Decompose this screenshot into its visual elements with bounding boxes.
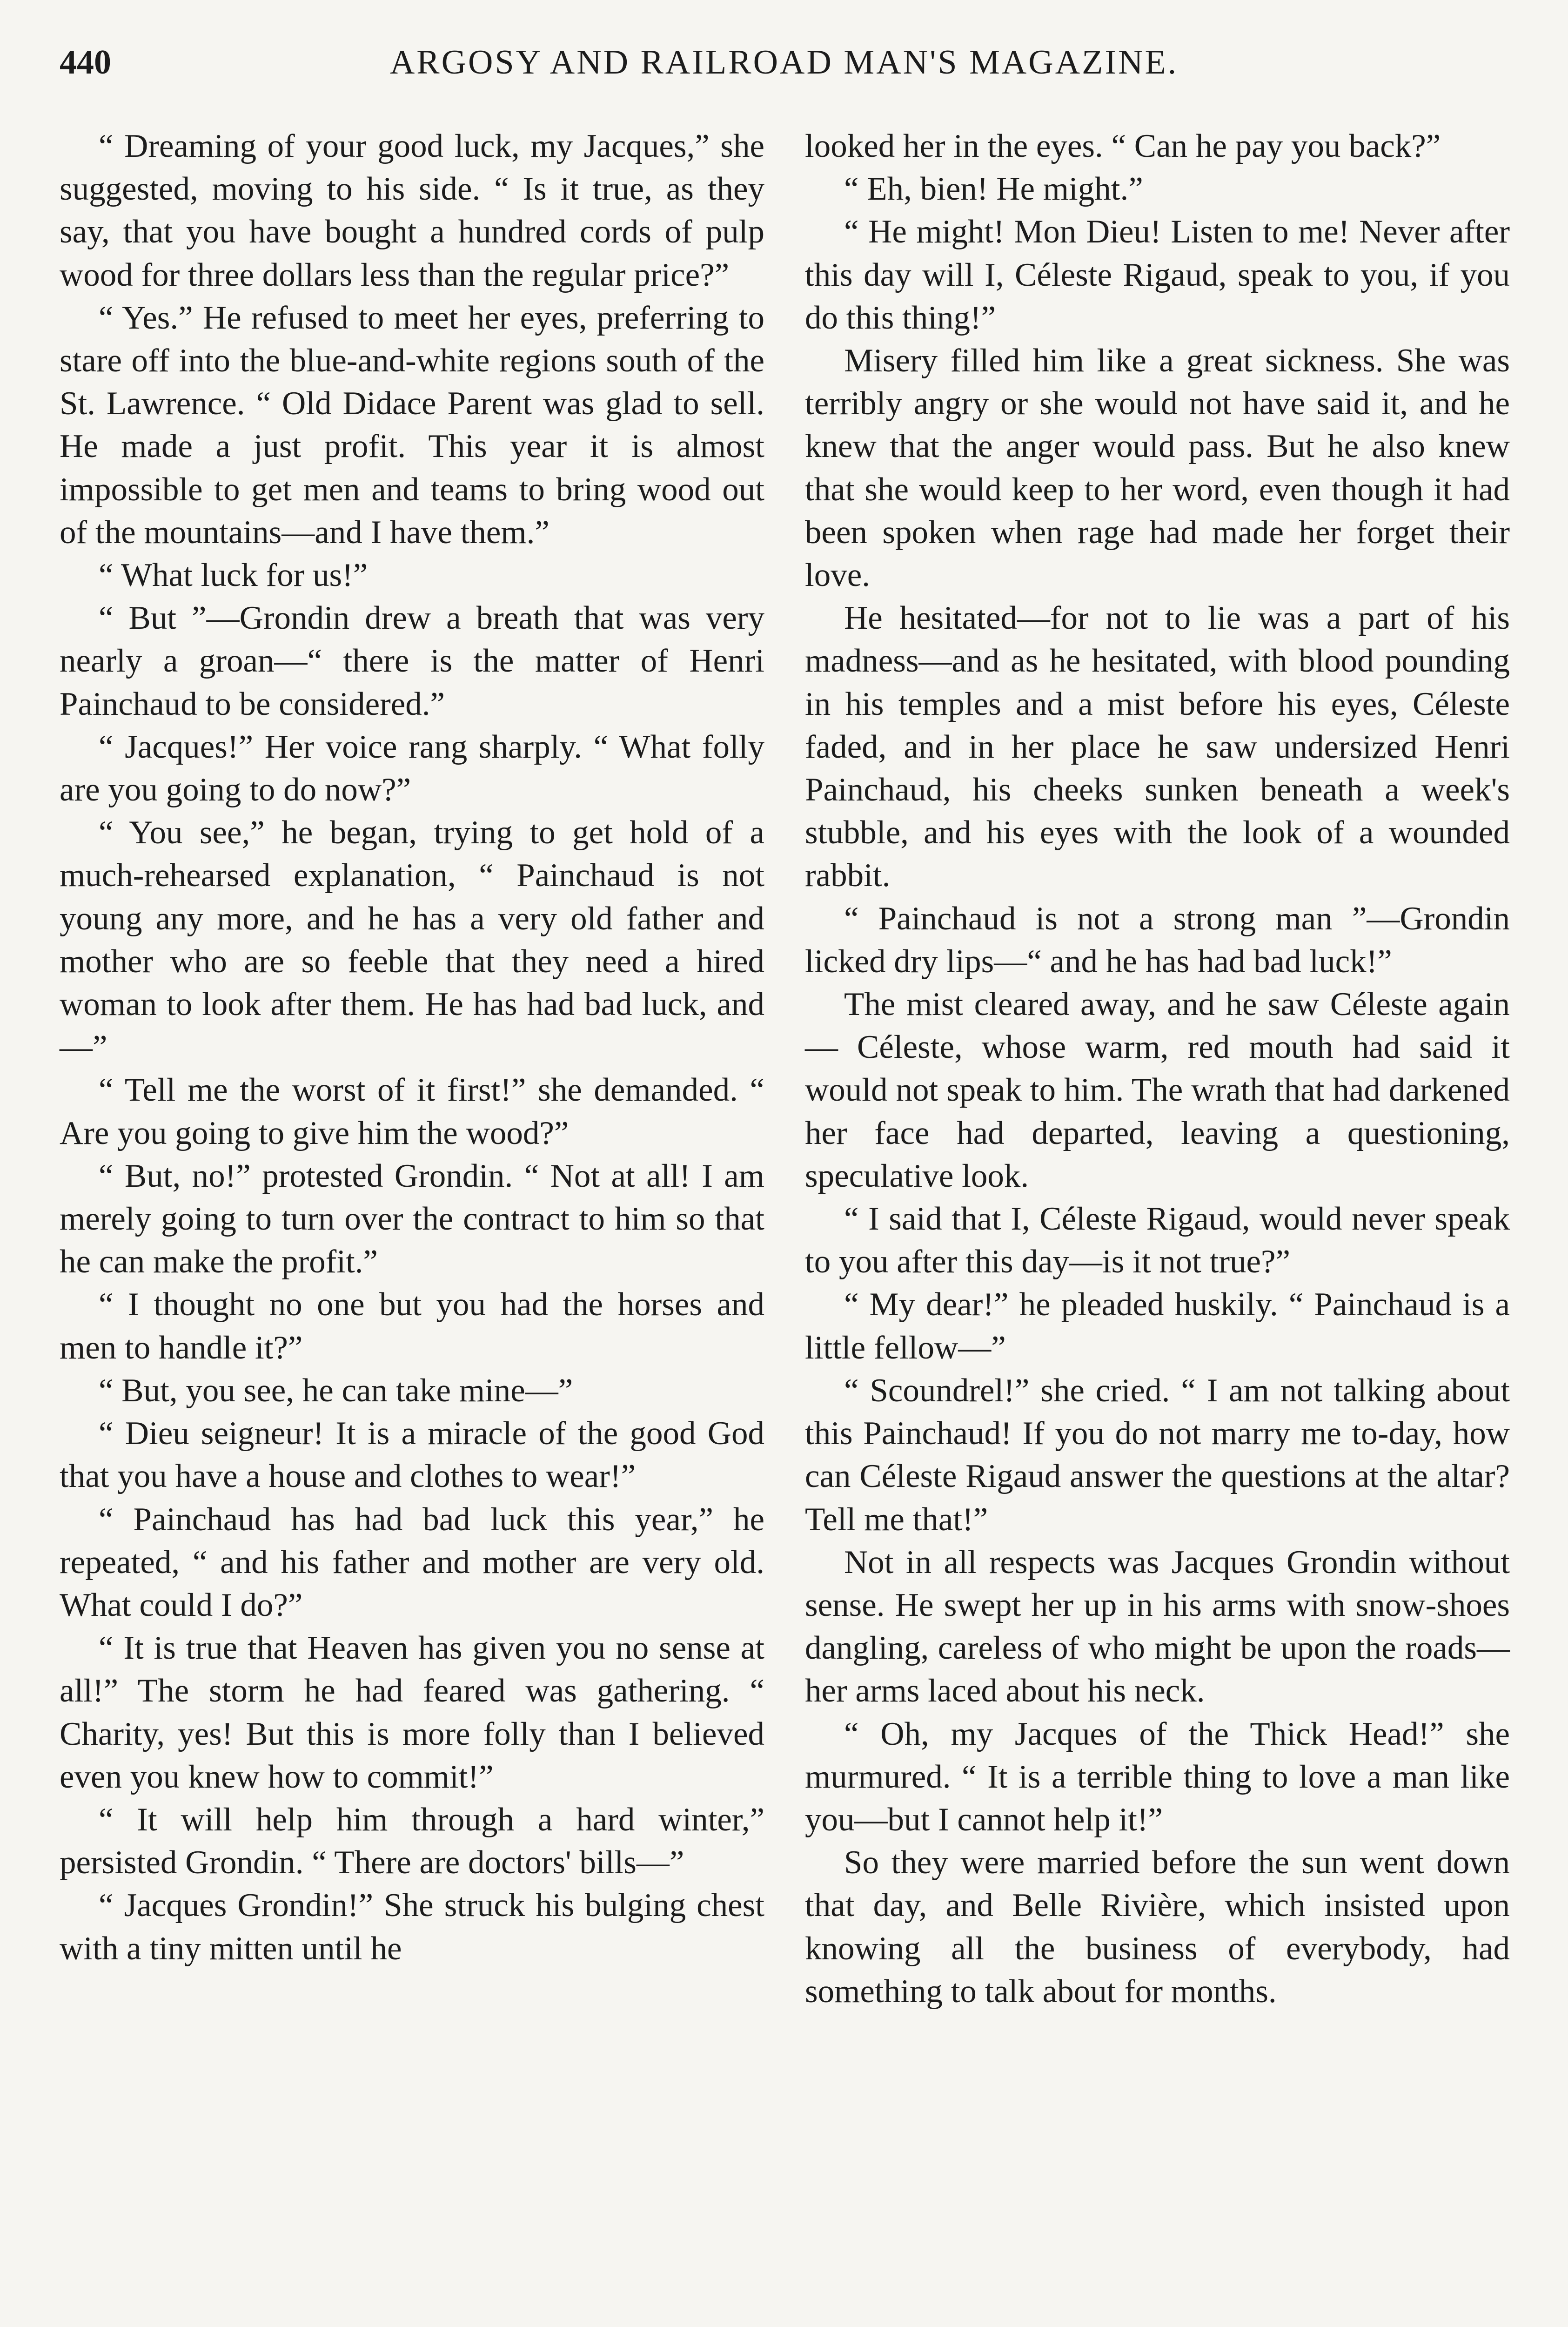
paragraph: “ Painchaud has had bad luck this year,” he repeated, “ and his father and mother are very old. What could I do?” [60,1501,764,1623]
paragraph: “ Yes.” He refused to meet her eyes, preferring to stare off into the blue-and-white regions south of the St. Lawrence. “ Old Didace Parent was glad to sell. He made a just profit. This year it is almost impossible to get men and teams to bring wood out of the mountains—and I have them.” [60,299,764,551]
paragraph: “ But ”—Grondin drew a breath that was very nearly a groan—“ there is the matter of Henri Painchaud to be considered.” [60,600,764,722]
paragraph: “ I said that I, Céleste Rigaud, would never speak to you after this day—is it not true?” [805,1201,1510,1280]
running-head: ARGOSY AND RAILROAD MAN'S MAGAZINE. [389,43,1179,81]
paragraph: “ It will help him through a hard winter,” persisted Grondin. “ There are doctors' bills—” [60,1801,764,1881]
paragraph: “ Jacques!” Her voice rang sharply. “ What folly are you going to do now?” [60,728,764,808]
paragraph: So they were married before the sun went down that day, and Belle Rivière, which insisted upon knowing all the business of everybody, had something to talk about for months. [805,1844,1510,2010]
paragraph: “ My dear!” he pleaded huskily. “ Painchaud is a little fellow—” [805,1286,1510,1366]
paragraph: “ Eh, bien! He might.” [844,171,1143,208]
paragraph: “ It is true that Heaven has given you no sense at all!” The storm he had feared was gathering. “ Charity, yes! But this is more folly than I believed even you knew how to commit!” [60,1630,764,1795]
paragraph: “ I thought no one but you had the horses and men to handle it?” [60,1286,764,1366]
paragraph: Not in all respects was Jacques Grondin without sense. He swept her up in his arms with snow-shoes dangling, careless of who might be upon the roads—her arms laced about his neck. [805,1544,1510,1709]
paragraph: “ But, you see, he can take mine—” [99,1372,573,1409]
paragraph: “ Jacques Grondin!” She struck his bulging chest with a tiny mitten until he [60,1887,764,1967]
right-column [805,125,1510,2013]
paragraph: “ He might! Mon Dieu! Listen to me! Never after this day will I, Céleste Rigaud, speak to you, if you do this thing!” [805,214,1510,336]
paragraph: He hesitated—for not to lie was a part of his madness—and as he hesitated, with blood pounding in his temples and a mist before his eyes, Céleste faded, and in her place he saw undersized Henri Painchaud, his cheeks sunken beneath a week's stubble, and his eyes with the look of a wounded rabbit. [805,600,1510,894]
paragraph: The mist cleared away, and he saw Céleste again — Céleste, whose warm, red mouth had said it would not speak to him. The wrath that had darkened her face had departed, leaving a questioning, speculative look. [805,986,1510,1194]
paragraph-continued: looked her in the eyes. “ Can he pay you back?” [805,128,1441,164]
page-header [60,43,1508,94]
paragraph: “ Painchaud is not a strong man ”—Grondin licked dry lips—“ and he has had bad luck!” [805,900,1510,980]
paragraph: “ Dreaming of your good luck, my Jacques,” she suggested, moving to his side. “ Is it true, as they say, that you have bought a hundred cords of pulp wood for three dollars less than the regular price?” [60,128,764,293]
paragraph: Misery filled him like a great sickness. She was terribly angry or she would not have said it, and he knew that the anger would pass. But he also knew that she would keep to her word, even though it had been spoken when rage had made her forget their love. [805,343,1510,594]
page-number: 440 [60,43,111,81]
paragraph: “ Oh, my Jacques of the Thick Head!” she murmured. “ It is a terrible thing to love a man like you—but I cannot help it!” [805,1715,1510,1838]
paragraph: “ What luck for us!” [99,557,368,594]
paragraph: “ Scoundrel!” she cried. “ I am not talking about this Painchaud! If you do not marry me to-day, how can Céleste Rigaud answer the questions at the altar? Tell me that!” [805,1372,1510,1538]
left-column [60,125,764,1970]
paragraph: “ But, no!” protested Grondin. “ Not at all! I am merely going to turn over the contract to him so that he can make the profit.” [60,1157,764,1280]
paragraph: “ Tell me the worst of it first!” she demanded. “ Are you going to give him the wood?” [60,1072,764,1151]
paragraph: “ You see,” he began, trying to get hold of a much-rehearsed explanation, “ Painchaud is not young any more, and he has a very old father and mother who are so feeble that they need a hired woman to look after them. He has had bad luck, and—” [60,814,764,1066]
paragraph: “ Dieu seigneur! It is a miracle of the good God that you have a house and clothes to wear!” [60,1415,764,1495]
